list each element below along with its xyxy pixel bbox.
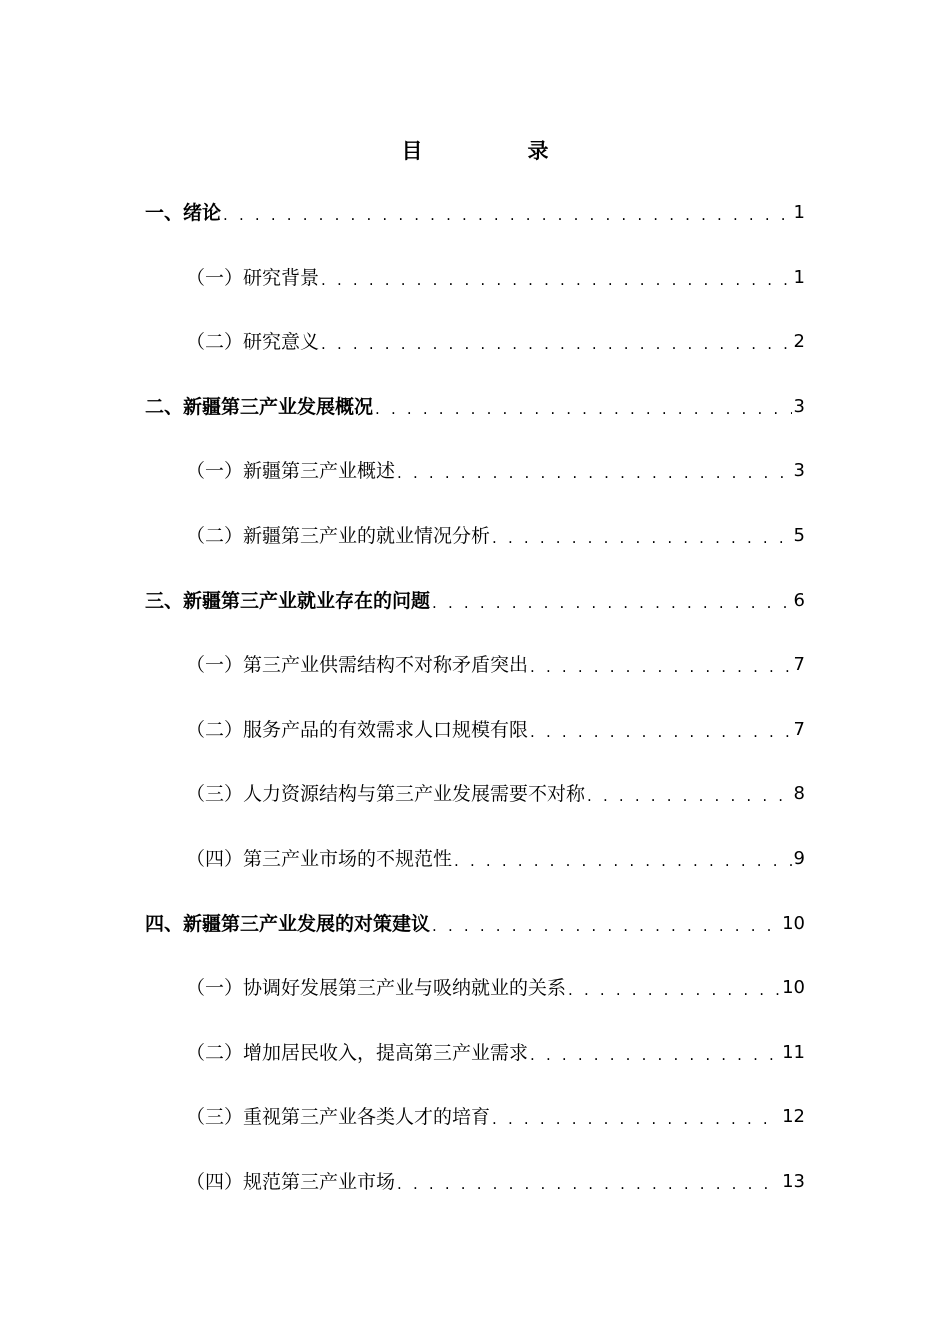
toc-dot-leader: [568, 977, 780, 1003]
toc-entry-title: （二）增加居民收入，提高第三产业需求: [186, 1041, 529, 1064]
toc-page-number: 5: [793, 525, 805, 546]
toc-section-entry[interactable]: [186, 1167, 805, 1197]
toc-page-number: 12: [782, 1106, 805, 1128]
toc-section-entry[interactable]: [186, 973, 805, 1003]
toc-entry-title: （一）研究背景: [186, 266, 320, 289]
toc-dot-leader: [432, 590, 792, 616]
toc-entry-title: （四）第三产业市场的不规范性: [186, 848, 453, 870]
toc-entry-title: （一）第三产业供需结构不对称矛盾突出: [186, 654, 529, 677]
toc-chapter-entry[interactable]: [145, 392, 805, 422]
toc-page-number: 1: [793, 266, 805, 288]
toc-section-entry[interactable]: [186, 327, 805, 357]
toc-dot-leader: [492, 1106, 780, 1132]
toc-entry-title: 四、新疆第三产业发展的对策建议: [145, 912, 431, 935]
toc-dot-leader: [454, 848, 792, 874]
toc-entry-title: （四）规范第三产业市场: [186, 1171, 396, 1193]
toc-page-number: 3: [793, 395, 805, 417]
toc-entry-title: （一）新疆第三产业概述: [186, 460, 396, 483]
toc-entry-title: （三）人力资源结构与第三产业发展需要不对称: [186, 783, 586, 806]
toc-page-number: 10: [782, 977, 805, 999]
toc-dot-leader: [375, 396, 792, 422]
toc-section-entry[interactable]: [186, 650, 805, 680]
toc-page-number: 10: [782, 912, 805, 934]
toc-page-number: 13: [782, 1171, 805, 1192]
toc-section-entry[interactable]: [186, 1102, 805, 1132]
toc-title: 目 录: [401, 139, 591, 163]
toc-page-number: 11: [782, 1041, 805, 1063]
toc-entry-title: 二、新疆第三产业发展概况: [145, 395, 374, 418]
toc-section-entry[interactable]: [186, 1038, 805, 1068]
toc-page-number: 8: [793, 783, 805, 805]
toc-entry-title: 三、新疆第三产业就业存在的问题: [145, 589, 431, 612]
toc-section-entry[interactable]: [186, 456, 805, 486]
toc-page-number: 6: [793, 589, 805, 611]
toc-section-entry[interactable]: [186, 779, 805, 809]
toc-chapter-entry[interactable]: [145, 198, 805, 228]
toc-chapter-entry[interactable]: [145, 586, 805, 616]
toc-section-entry[interactable]: [186, 715, 805, 745]
toc-page-number: 7: [793, 654, 805, 676]
toc-page-number: 3: [793, 460, 805, 482]
toc-entry-title: （二）新疆第三产业的就业情况分析: [186, 525, 491, 547]
toc-dot-leader: [397, 1171, 780, 1197]
toc-section-entry[interactable]: [186, 521, 805, 551]
toc-entry-title: 一、绪论: [145, 202, 222, 224]
toc-section-entry[interactable]: [186, 263, 805, 293]
toc-page-number: 9: [793, 848, 805, 869]
toc-dot-leader: [432, 913, 780, 939]
toc-page-number: 1: [793, 202, 805, 223]
toc-dot-leader: [321, 331, 792, 357]
toc-dot-leader: [530, 719, 792, 745]
toc-chapter-entry[interactable]: [145, 909, 805, 939]
toc-entry-title: （二）服务产品的有效需求人口规模有限: [186, 718, 529, 741]
toc-entry-title: （三）重视第三产业各类人才的培育: [186, 1106, 491, 1129]
toc-entry-title: （二）研究意义: [186, 331, 320, 354]
toc-dot-leader: [321, 267, 792, 293]
toc-dot-leader: [223, 202, 792, 228]
toc-dot-leader: [530, 1042, 780, 1068]
toc-page-number: 7: [793, 718, 805, 740]
toc-entry-title: （一）协调好发展第三产业与吸纳就业的关系: [186, 977, 567, 1000]
toc-section-entry[interactable]: [186, 844, 805, 874]
toc-dot-leader: [492, 525, 792, 551]
toc-dot-leader: [397, 460, 792, 486]
toc-dot-leader: [530, 654, 792, 680]
toc-dot-leader: [587, 783, 792, 809]
toc-page-number: 2: [793, 331, 805, 353]
